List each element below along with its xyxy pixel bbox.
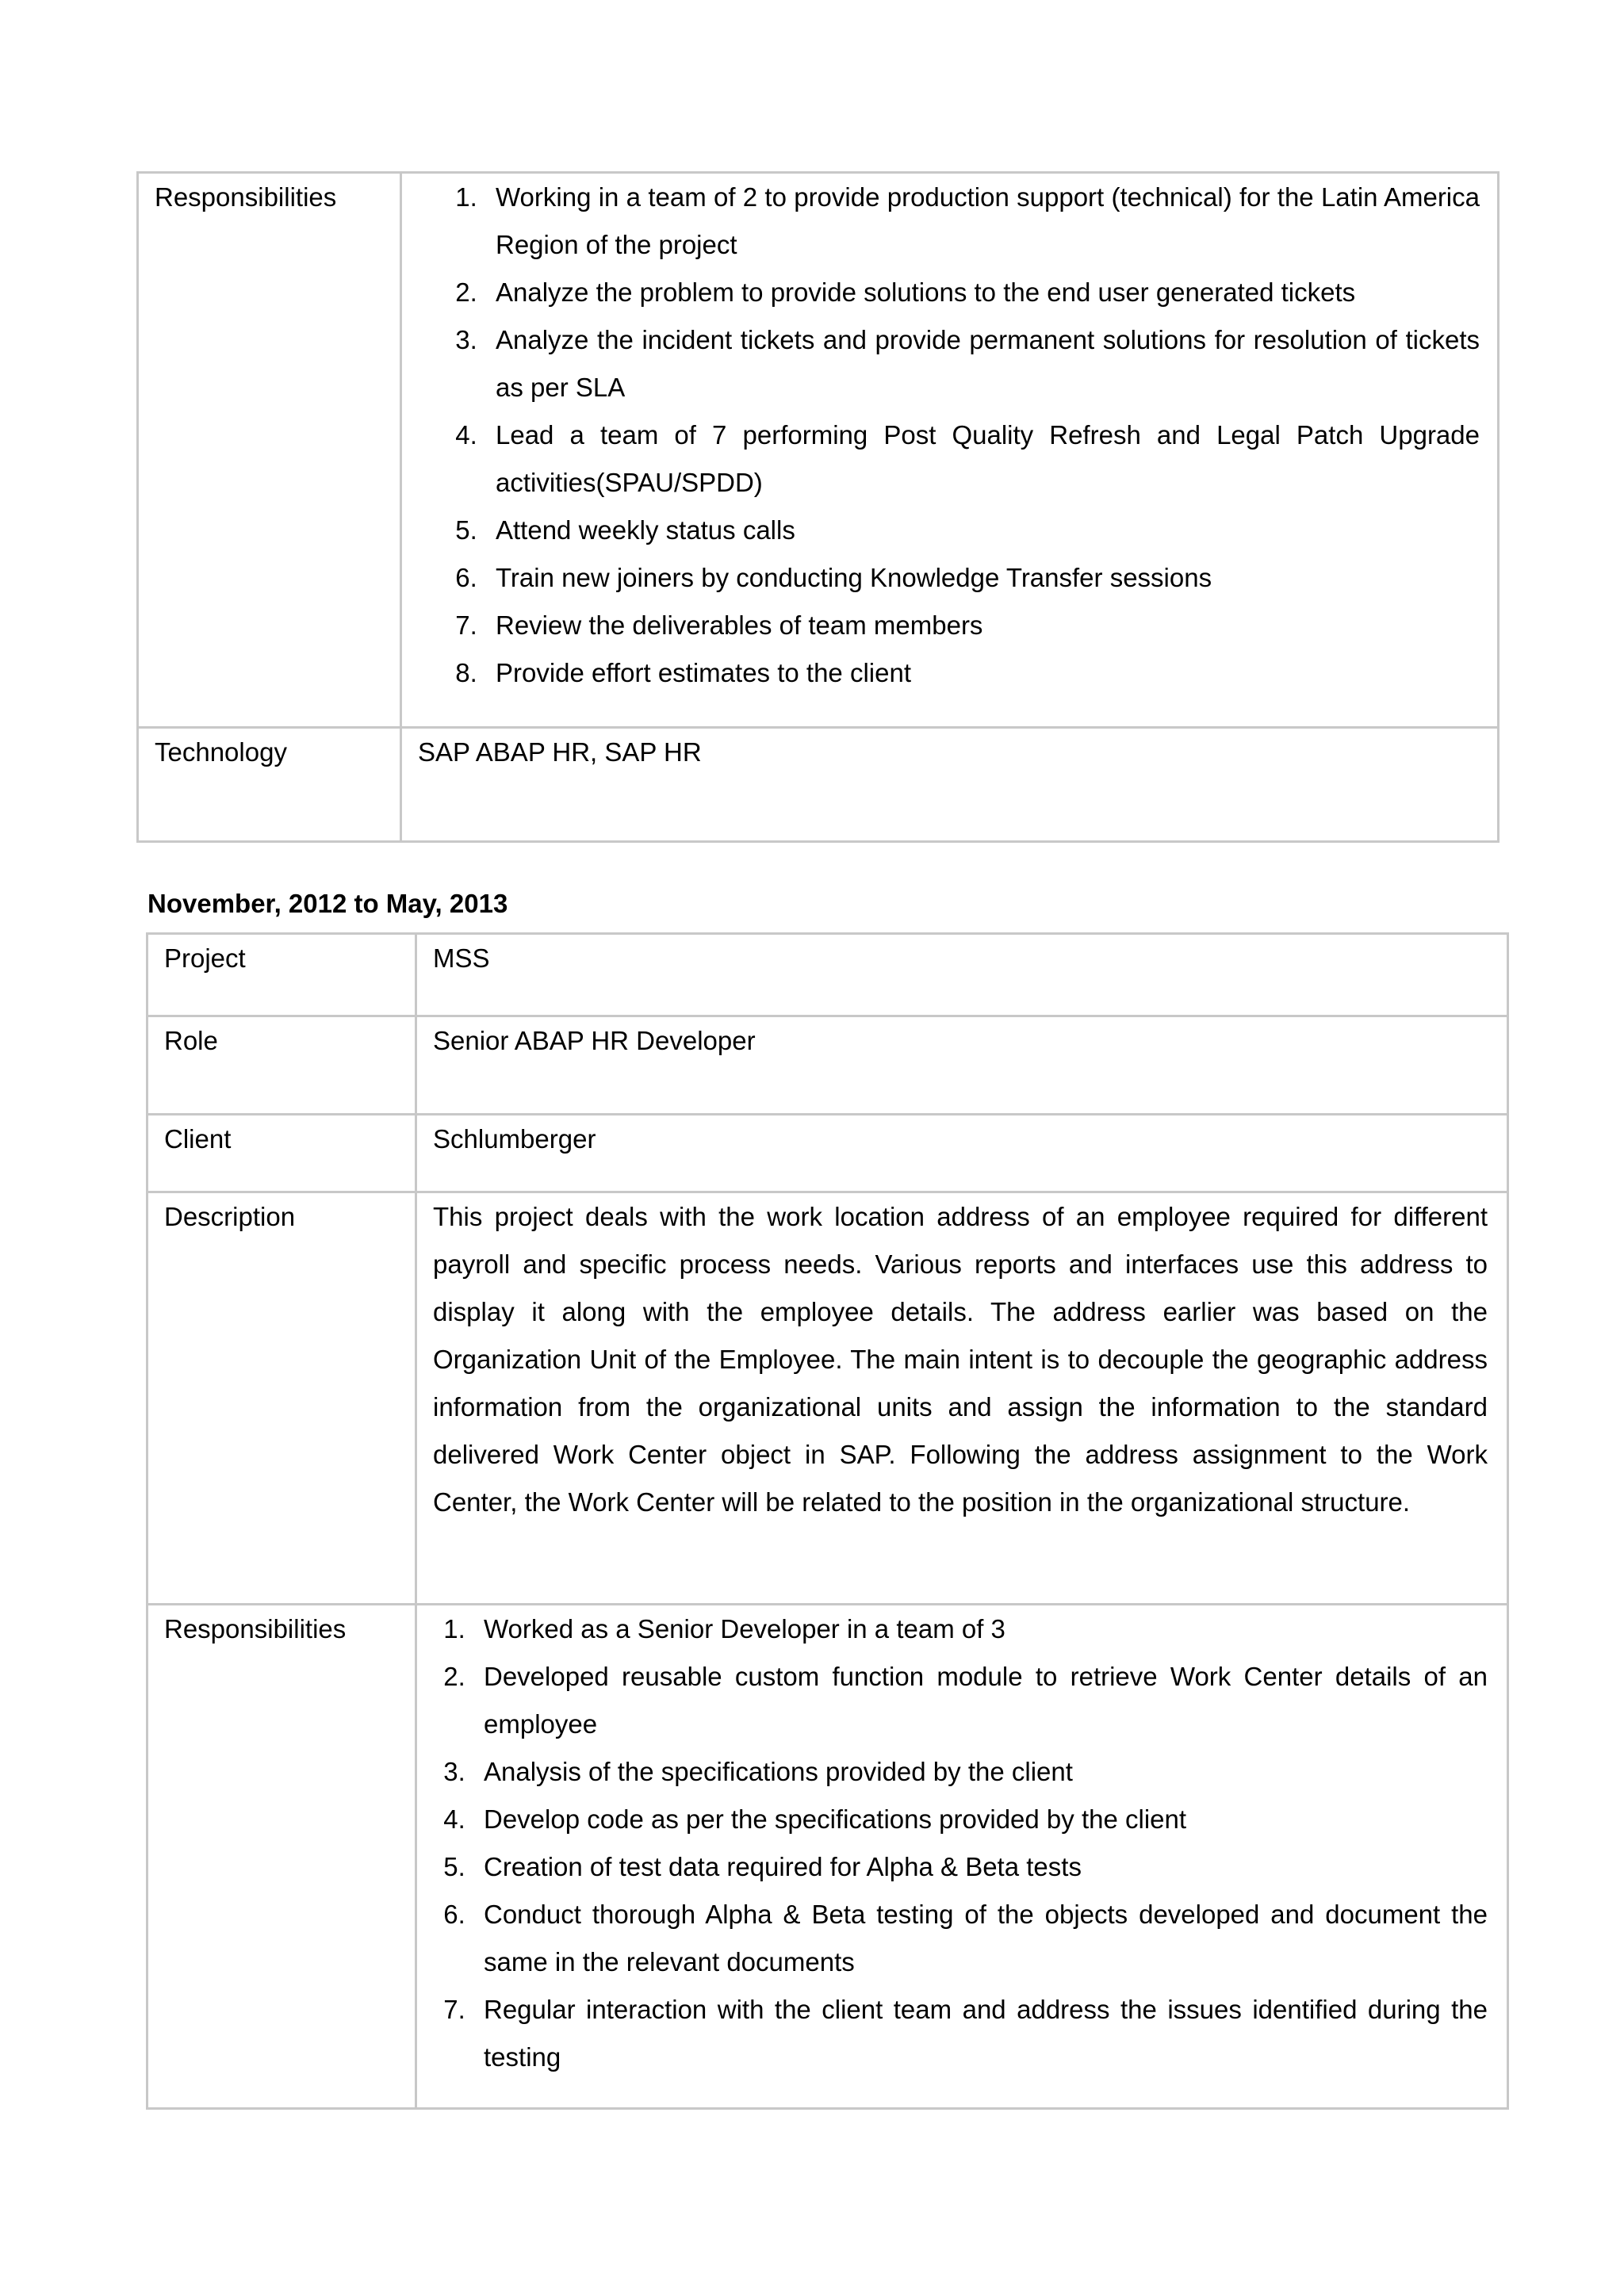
list-item: 2. Developed reusable custom function module to retrieve Work Center details of an employee (473, 1653, 1488, 1748)
technology-value: SAP ABAP HR, SAP HR (401, 728, 1499, 842)
list-item: 3. Analysis of the specifications provided by the client (473, 1748, 1488, 1796)
list-item: 5. Attend weekly status calls (485, 507, 1480, 554)
project-value: MSS (416, 934, 1508, 1016)
role-label: Role (147, 1016, 416, 1115)
client-label: Client (147, 1115, 416, 1192)
responsibilities-cell (401, 173, 1499, 728)
project-table-previous (136, 171, 1500, 843)
project-table-mss (146, 932, 1509, 2110)
description-label: Description (147, 1192, 416, 1605)
project-label: Project (147, 934, 416, 1016)
responsibilities-list (433, 1605, 1488, 2081)
role-value: Senior ABAP HR Developer (416, 1016, 1508, 1115)
list-item: 2. Analyze the problem to provide solutions to the end user generated tickets (485, 269, 1480, 316)
list-item: 6. Train new joiners by conducting Knowledge Transfer sessions (485, 554, 1480, 602)
section-heading: November, 2012 to May, 2013 (147, 889, 508, 918)
list-item: 7. Review the deliverables of team members (485, 602, 1480, 649)
technology-label: Technology (138, 728, 401, 842)
client-value: Schlumberger (416, 1115, 1508, 1192)
table-row (138, 173, 1499, 728)
list-item: 6. Conduct thorough Alpha & Beta testing of the objects developed and document the same in the relevant documents (473, 1891, 1488, 1986)
list-item: 1. Working in a team of 2 to provide production support (technical) for the Latin America Region of the project (485, 174, 1480, 269)
description-text: This project deals with the work location address of an employee required for different payroll and specific process needs. Various reports and interfaces use this address to display it along with the employee details. The address earlier was based on the Organization Unit of the Employee. The main intent is to decouple the geographic address information from the organizational units and assign the information to the standard delivered Work Center object in SAP. Following the address assignment to the Work Center, the Work Center will be related to the position in the organizational structure. (433, 1202, 1488, 1517)
responsibilities-label: Responsibilities (147, 1605, 416, 2109)
list-item: 4. Lead a team of 7 performing Post Quality Refresh and Legal Patch Upgrade activities(SPAU/SPDD) (485, 411, 1480, 507)
responsibilities-list (416, 174, 1480, 697)
list-item: 3. Analyze the incident tickets and provide permanent solutions for resolution of tickets as per SLA (485, 316, 1480, 411)
table-row (147, 934, 1508, 1016)
list-item: 5. Creation of test data required for Alpha & Beta tests (473, 1843, 1488, 1891)
list-item: 7. Regular interaction with the client team and address the issues identified during the testing (473, 1986, 1488, 2081)
list-item: 4. Develop code as per the specifications provided by the client (473, 1796, 1488, 1843)
responsibilities-label: Responsibilities (138, 173, 401, 728)
table-row (147, 1605, 1508, 2109)
list-item: 8. Provide effort estimates to the client (485, 649, 1480, 697)
table-row (138, 728, 1499, 842)
description-cell (416, 1192, 1508, 1605)
responsibilities-cell (416, 1605, 1508, 2109)
list-item: 1. Worked as a Senior Developer in a team of 3 (473, 1605, 1488, 1653)
table-row (147, 1016, 1508, 1115)
table-row (147, 1192, 1508, 1605)
table-row (147, 1115, 1508, 1192)
